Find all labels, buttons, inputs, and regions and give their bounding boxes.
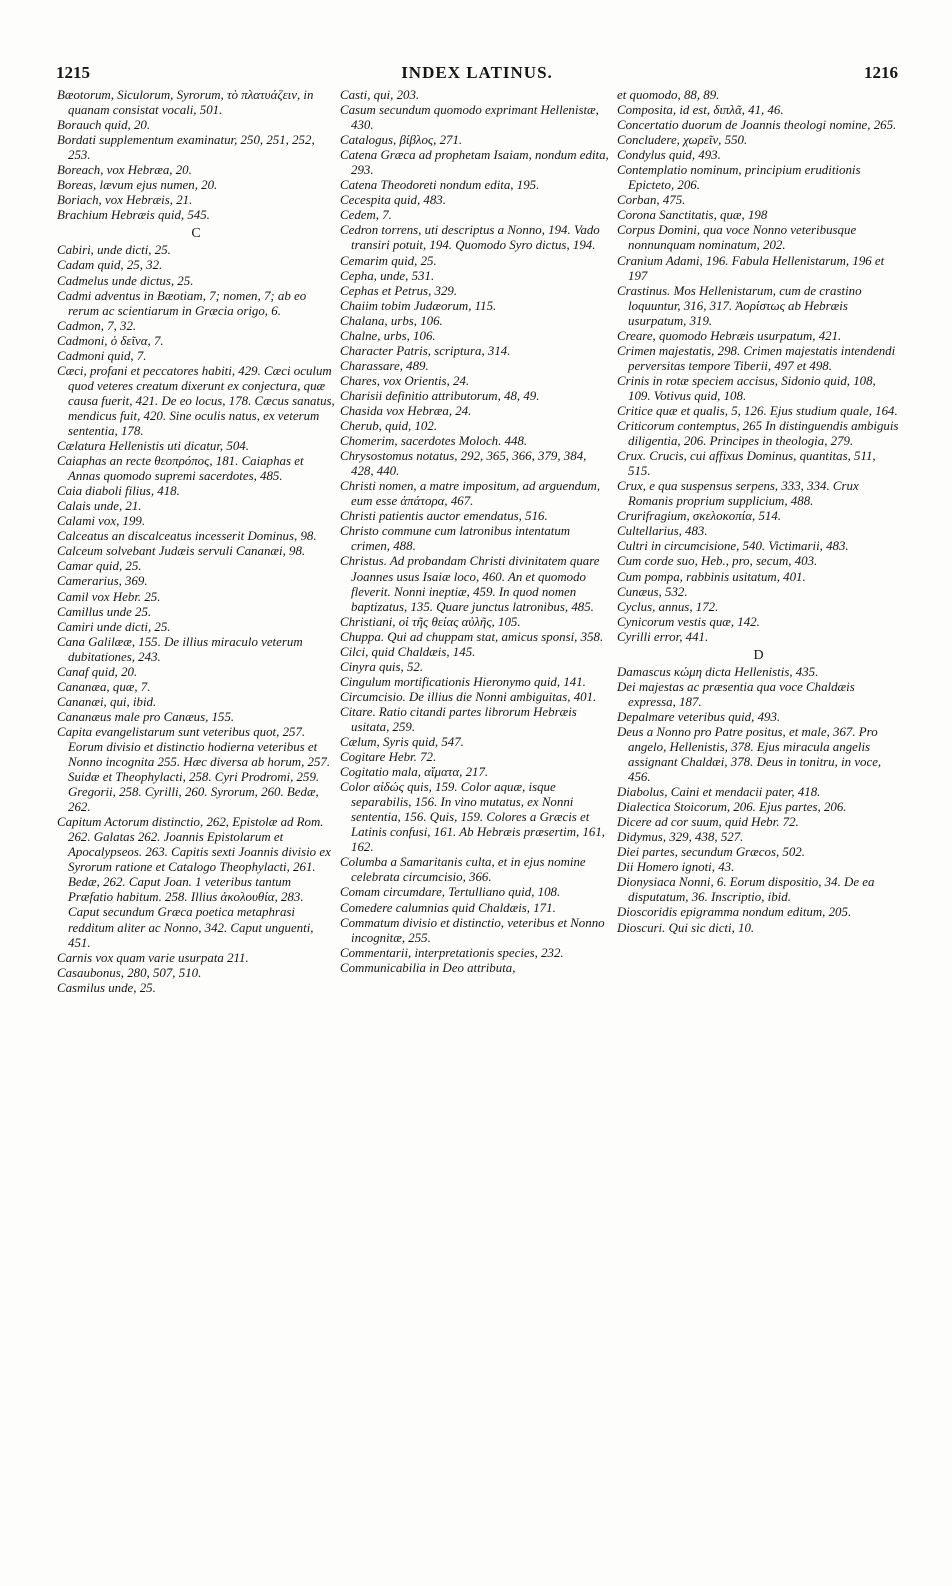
index-entry: Cilci, quid Chaldæis, 145. <box>340 644 476 659</box>
index-entry: Cælum, Syris quid, 547. <box>340 735 464 750</box>
index-entry: Character Patris, scriptura, 314. <box>340 343 511 358</box>
index-entry: Camil vox Hebr. 25. <box>57 589 161 604</box>
index-entry: Crux, e qua suspensus serpens, 333, 334. Crux Romanis proprium supplicium, 488. <box>617 479 859 509</box>
index-entry: Cadmi adventus in Bæotiam, 7; nomen, 7; ab eo rerum ac scientiarum in Græcia origo, 6. <box>57 288 307 318</box>
index-entry: Corban, 475. <box>617 193 686 208</box>
index-entry: Christiani, οἱ τῆς θείας αὐλῆς, 105. <box>340 614 521 629</box>
index-entry: Crimen majestatis, 298. Crimen majestatis intendendi perversitas tempore Tiberii, 497 et 498. <box>617 343 896 373</box>
index-entry: Commatum divisio et distinctio, veteribus et Nonno incognitæ, 255. <box>340 915 605 945</box>
index-entry: Calceatus an discalceatus incesserit Dominus, 98. <box>57 529 317 544</box>
index-entry: Cyclus, annus, 172. <box>617 599 719 614</box>
index-entry: Boriach, vox Hebræis, 21. <box>57 193 193 208</box>
index-entry: Catena Græca ad prophetam Isaiam, nondum edita, 293. <box>340 148 609 178</box>
index-entry: Cedron torrens, uti descriptus a Nonno, 194. Vado transiri potuit, 194. Quomodo Syro dictus, 194. <box>340 223 600 253</box>
index-entry: Dii Homero ignoti, 43. <box>617 860 735 875</box>
index-entry: Calceum solvebant Judæis servuli Cananæi, 98. <box>57 544 306 559</box>
index-entry: Chaiim tobim Judæorum, 115. <box>340 298 497 313</box>
index-entry: Cadmelus unde dictus, 25. <box>57 273 194 288</box>
index-entry: Cherub, quid, 102. <box>340 419 438 434</box>
index-entry: Comam circumdare, Tertulliano quid, 108. <box>340 885 561 900</box>
index-entry: Cecespita quid, 483. <box>340 193 446 208</box>
index-entry: Casti, qui, 203. <box>340 88 420 102</box>
index-entry: Creare, quomodo Hebræis usurpatum, 421. <box>617 328 842 343</box>
index-entry: Camillus unde 25. <box>57 604 152 619</box>
index-entry: Chrysostomus notatus, 292, 365, 366, 379, 384, 428, 440. <box>340 449 587 479</box>
index-entry: Crux. Crucis, cui affixus Dominus, quantitas, 511, 515. <box>617 449 876 479</box>
index-entry: Cana Galilææ, 155. De illius miraculo veterum dubitationes, 243. <box>57 634 303 664</box>
index-entry: Brachium Hebræis quid, 545. <box>57 208 210 223</box>
index-entry: Cephas et Petrus, 329. <box>340 283 458 298</box>
index-entry: Dei majestas ac præsentia qua voce Chaldæis expressa, 187. <box>617 679 855 709</box>
index-entry: Boreach, vox Hebræa, 20. <box>57 163 192 178</box>
index-entry: Didymus, 329, 438, 527. <box>617 830 744 845</box>
index-entry: Bæotorum, Siculorum, Syrorum, τὸ πλατυάζειν, in quanam consistat vocali, 501. <box>57 88 314 118</box>
index-entry: Contemplatio nominum, principium eruditionis Epicteto, 206. <box>617 163 861 193</box>
index-entry: Communicabilia in Deo attributa, <box>340 960 516 975</box>
index-entry: Catena Theodoreti nondum edita, 195. <box>340 178 540 193</box>
index-entry: Charassare, 489. <box>340 358 429 373</box>
index-entry: Chomerim, sacerdotes Moloch. 448. <box>340 434 528 449</box>
index-entry: Chalne, urbs, 106. <box>340 328 436 343</box>
index-entry: Casmilus unde, 25. <box>57 980 156 995</box>
index-entry: Cælatura Hellenistis uti dicatur, 504. <box>57 439 249 454</box>
index-entry: Chuppa. Qui ad chuppam stat, amicus sponsi, 358. <box>340 629 604 644</box>
index-entry: Christus. Ad probandam Christi divinitatem quare Joannes usus Isaiæ loco, 460. An et quomodo fleverit. Nonni ineptiæ, 459. In quod nomen baptizatus, 135. Quare junctus latronibus, 485. <box>340 554 600 614</box>
running-title: INDEX LATINUS. <box>401 63 553 82</box>
index-entry: Cultri in circumcisione, 540. Victimarii, 483. <box>617 539 849 554</box>
index-entry: Condylus quid, 493. <box>617 148 721 163</box>
index-entry: Critice quæ et qualis, 5, 126. Ejus studium quale, 164. <box>617 403 898 418</box>
index-entry: Comedere calumnias quid Chaldæis, 171. <box>340 900 556 915</box>
index-entry: Cinyra quis, 52. <box>340 659 424 674</box>
index-entry: Color αἰδώς quis, 159. Color aquæ, isque separabilis, 156. In vino mutatus, ex Nonni sententia, 156. Quis, 159. Colores a Græcis et Latinis confusi, 161. Ab Hebræis præsertim, 161, 162. <box>340 780 606 855</box>
index-entry: Cadmoni quid, 7. <box>57 348 147 363</box>
index-entry: Dialectica Stoicorum, 206. Ejus partes, 206. <box>617 800 847 815</box>
index-entry: Commentarii, interpretationis species, 232. <box>340 945 564 960</box>
section-letter: D <box>753 647 764 663</box>
index-entry: Dioscoridis epigramma nondum editum, 205. <box>617 905 852 920</box>
section-letter: C <box>191 226 201 242</box>
index-entry: Cadmon, 7, 32. <box>57 318 137 333</box>
index-entry: Christo commune cum latronibus intentatum crimen, 488. <box>340 524 571 554</box>
index-entry: Cananæus male pro Canæus, 155. <box>57 709 235 724</box>
index-entry: Cananæi, qui, ibid. <box>57 694 157 709</box>
index-entry: Circumcisio. De illius die Nonni ambiguitas, 401. <box>340 689 597 704</box>
index-entry: Cunæus, 532. <box>617 584 688 599</box>
index-entry: Calami vox, 199. <box>57 514 146 529</box>
index-entry: Cæci, profani et peccatores habiti, 429. Cæci oculum quod veteres creatum dixerunt ex conjectura, quæ causa fuerit, 421. De eo locus, 178. Cæcus sanatus, mendicus fuit, 420. Sine oculis natus, ex veterum sententia, 178. <box>57 363 335 438</box>
index-entry: Casaubonus, 280, 507, 510. <box>57 965 202 980</box>
page-number-left: 1215 <box>56 63 90 82</box>
index-entry: et quomodo, 88, 89. <box>617 88 720 102</box>
index-entry: Charisii definitio attributorum, 48, 49. <box>340 388 540 403</box>
index-entry: Camiri unde dicti, 25. <box>57 619 171 634</box>
index-column-2 <box>340 88 610 976</box>
index-entry: Catalogus, βίβλος, 271. <box>340 133 463 148</box>
index-entry: Chasida vox Hebræa, 24. <box>340 403 472 418</box>
index-entry: Corona Sanctitatis, quæ, 198 <box>617 208 768 223</box>
index-entry: Capitum Actorum distinctio, 262, Epistolæ ad Rom. 262. Galatas 262. Joannis Epistolarum et Apocalypseos. 263. Capitis sexti Joannis divisio ex Syrorum ratione et Catalogo Theophylacti, 261. Bedæ, 262. Caput Joan. 1 veteribus tantum Præfatio habitum. 258. Illius ἀκολουθία, 283. Caput secundum Græca poetica metaphrasi redditum aliter ac Nonno, 342. Caput unguenti, 451. <box>57 815 331 950</box>
index-entry: Chalana, urbs, 106. <box>340 313 443 328</box>
index-entry: Cadmoni, ὁ δεῖνα, 7. <box>57 333 164 348</box>
index-entry: Calais unde, 21. <box>57 499 142 514</box>
index-entry: Cynicorum vestis quæ, 142. <box>617 614 760 629</box>
index-entry: Christi patientis auctor emendatus, 516. <box>340 509 548 524</box>
index-entry: Cultellarius, 483. <box>617 524 708 539</box>
index-entry: Carnis vox quam varie usurpata 211. <box>57 950 249 965</box>
index-entry: Crurifragium, σκελοκοπία, 514. <box>617 509 782 524</box>
index-entry: Diabolus, Caini et mendacii pater, 418. <box>617 785 821 800</box>
index-entry: Cedem, 7. <box>340 208 392 223</box>
index-entry: Borauch quid, 20. <box>57 118 151 133</box>
index-entry: Composita, id est, διπλᾶ, 41, 46. <box>617 103 784 118</box>
index-column-1 <box>57 88 335 996</box>
index-entry: Cum corde suo, Heb., pro, secum, 403. <box>617 554 818 569</box>
index-entry: Camar quid, 25. <box>57 559 142 574</box>
index-entry: Cananæa, quæ, 7. <box>57 679 151 694</box>
index-entry: Diei partes, secundum Græcos, 502. <box>617 845 805 860</box>
index-entry: Depalmare veteribus quid, 493. <box>617 709 781 724</box>
index-entry: Dionysiaca Nonni, 6. Eorum dispositio, 34. De ea disputatum, 36. Inscriptio, ibid. <box>617 875 875 905</box>
index-entry: Citare. Ratio citandi partes librorum Hebræis usitata, 259. <box>340 704 577 734</box>
index-entry: Cyrilli error, 441. <box>617 629 709 644</box>
index-entry: Cadam quid, 25, 32. <box>57 258 163 273</box>
index-entry: Crastinus. Mos Hellenistarum, cum de crastino loquuntur, 316, 317. Ἀορίστως ab Hebræis usurpatum, 319. <box>617 283 862 328</box>
index-entry: Cepha, unde, 531. <box>340 268 435 283</box>
page-header <box>56 63 898 85</box>
index-entry: Concludere, χωρεῖν, 550. <box>617 133 748 148</box>
index-entry: Caia diaboli filius, 418. <box>57 484 180 499</box>
index-entry: Columba a Samaritanis culta, et in ejus nomine celebrata circumcisio, 366. <box>340 855 586 885</box>
index-entry: Capita evangelistarum sunt veteribus quot, 257. Eorum divisio et distinctio hodierna veteribus et Nonno incognita 255. Hæc diversa ab horum, 257. Suidæ et Theophylacti, 258. Cyri Prodromi, 259. Gregorii, 258. Cyrilli, 260. Syrorum, 260. Bedæ, 262. <box>57 724 331 815</box>
index-entry: Deus a Nonno pro Patre positus, et male, 367. Pro angelo, Hellenistis, 378. Ejus miracula angelis assignant Chaldæi, 378. Deus in tonitru, in voce, 456. <box>617 724 882 785</box>
index-entry: Dicere ad cor suum, quid Hebr. 72. <box>617 815 799 830</box>
index-entry: Concertatio duorum de Joannis theologi nomine, 265. <box>617 118 897 133</box>
index-entry: Caiaphas an recte θεοπρόπος, 181. Caiaphas et Annas quomodo supremi sacerdotes, 485. <box>57 454 304 484</box>
index-entry: Corpus Domini, qua voce Nonno veteribusque nonnunquam nominatum, 202. <box>617 223 857 253</box>
index-entry: Bordati supplementum examinatur, 250, 251, 252, 253. <box>57 133 315 163</box>
index-entry: Casum secundum quomodo exprimant Hellenistæ, 430. <box>340 103 599 133</box>
index-entry: Cabiri, unde dicti, 25. <box>57 243 171 258</box>
index-entry: Criticorum contemptus, 265 In distinguendis ambiguis diligentia, 206. Principes in theologia, 279. <box>617 419 899 449</box>
index-entry: Cum pompa, rabbinis usitatum, 401. <box>617 569 806 584</box>
index-entry: Christi nomen, a matre impositum, ad arguendum, eum esse ἀπάτορα, 467. <box>340 479 601 509</box>
index-entry: Crinis in rotæ speciem accisus, Sidonio quid, 108, 109. Votivus quid, 108. <box>617 373 876 403</box>
index-entry: Boreas, lævum ejus numen, 20. <box>57 178 218 193</box>
index-entry: Cemarim quid, 25. <box>340 253 437 268</box>
index-entry: Cogitare Hebr. 72. <box>340 750 437 765</box>
index-entry: Canaf quid, 20. <box>57 664 138 679</box>
index-entry: Damascus κώμη dicta Hellenistis, 435. <box>617 664 819 679</box>
index-entry: Chares, vox Orientis, 24. <box>340 373 470 388</box>
index-entry: Camerarius, 369. <box>57 574 148 589</box>
page-number-right: 1216 <box>864 63 898 82</box>
index-entry: Cingulum mortificationis Hieronymo quid, 141. <box>340 674 586 689</box>
index-entry: Dioscuri. Qui sic dicti, 10. <box>617 920 755 935</box>
index-entry: Cogitatio mala, αἵματα, 217. <box>340 765 489 780</box>
index-entry: Cranium Adami, 196. Fabula Hellenistarum, 196 et 197 <box>617 253 885 283</box>
index-column-3 <box>617 88 900 936</box>
